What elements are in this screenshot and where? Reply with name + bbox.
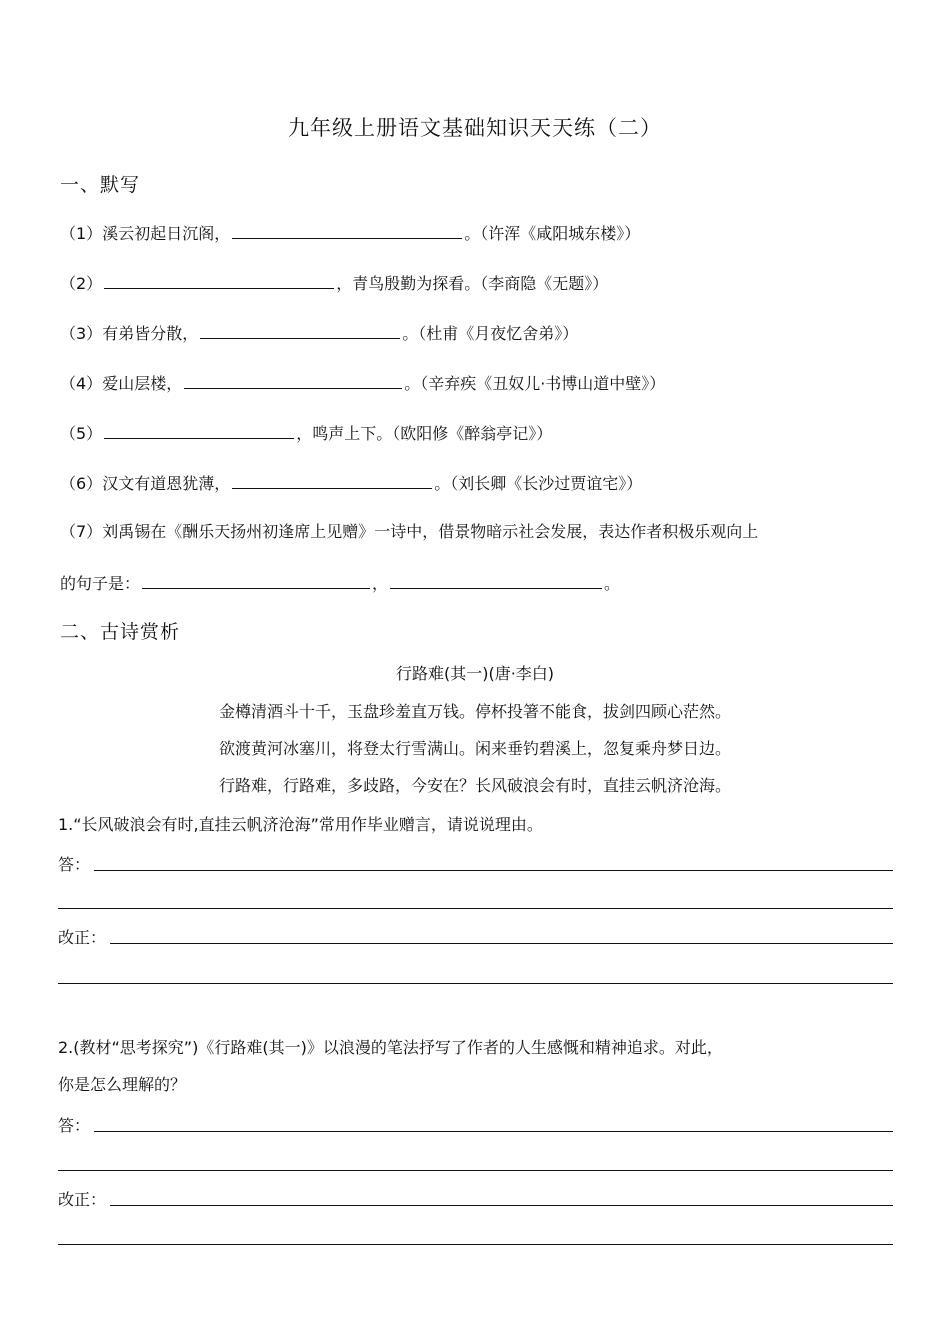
item-text-before: 汉文有道恩犹薄， xyxy=(102,474,231,493)
item-number: （5） xyxy=(60,424,103,443)
dictation-item-7-line1 xyxy=(60,520,758,544)
item-text-before: 溪云初起日沉阁， xyxy=(102,224,231,243)
answer-blank[interactable] xyxy=(232,220,462,239)
q1-correct-line-2[interactable] xyxy=(58,983,893,984)
item-text-before: 有弟皆分散， xyxy=(102,324,199,343)
dictation-item-5 xyxy=(60,420,552,446)
correct-label: 改正： xyxy=(58,1190,107,1209)
correct-line[interactable] xyxy=(110,942,893,944)
item-text-after: ，鸣声上下。（欧阳修《醉翁亭记》） xyxy=(296,424,553,443)
item-text-after: 。（刘长卿《长沙过贾谊宅》） xyxy=(434,474,643,493)
q2-correct-line-2[interactable] xyxy=(58,1244,893,1245)
answer-blank[interactable] xyxy=(232,470,432,489)
dictation-item-4 xyxy=(60,370,665,396)
q1-answer-row xyxy=(58,849,893,875)
item-number: （7） xyxy=(60,522,103,541)
poem-line-2: 欲渡黄河冰塞川，将登太行雪满山。闲来垂钓碧溪上，忽复乘舟梦日边。 xyxy=(218,739,731,758)
item-text-after: 。（杜甫《月夜忆舍弟》） xyxy=(402,324,579,343)
question-1: 1.“长风破浪会有时,直挂云帆济沧海”常用作毕业赠言，请说说理由。 xyxy=(58,815,543,834)
correct-line[interactable] xyxy=(110,1204,893,1206)
answer-blank[interactable] xyxy=(104,420,294,439)
item-text-after: 。 xyxy=(604,574,621,593)
correct-label: 改正： xyxy=(58,928,107,947)
answer-blank[interactable] xyxy=(104,270,334,289)
answer-line[interactable] xyxy=(94,869,893,871)
item-number: （4） xyxy=(60,374,103,393)
item-number: （6） xyxy=(60,474,103,493)
q1-correct-row xyxy=(58,922,893,948)
item-text-after: 。（许浑《咸阳城东楼》） xyxy=(464,224,641,243)
item-text-mid: ， xyxy=(372,574,389,593)
item-text-after: ，青鸟殷勤为探看。（李商隐《无题》） xyxy=(336,274,609,293)
q1-answer-line-2[interactable] xyxy=(58,908,893,909)
q2-answer-line-2[interactable] xyxy=(58,1170,893,1171)
dictation-item-3 xyxy=(60,320,578,346)
page-title: 九年级上册语文基础知识天天练（二） xyxy=(288,116,662,140)
dictation-item-1 xyxy=(60,220,640,246)
poem-title: 行路难(其一)(唐·李白) xyxy=(395,664,555,683)
answer-label: 答： xyxy=(58,855,91,874)
item-text-before: 的句子是： xyxy=(60,574,141,593)
poem-line-1: 金樽清酒斗十千，玉盘珍羞直万钱。停杯投箸不能食，拔剑四顾心茫然。 xyxy=(218,702,731,721)
section1-heading: 一、默写 xyxy=(60,174,141,196)
item-number: （3） xyxy=(60,324,103,343)
dictation-item-7-line2 xyxy=(60,570,620,596)
q2-answer-row xyxy=(58,1110,893,1136)
dictation-item-6 xyxy=(60,470,642,496)
item-text: 刘禹锡在《酬乐天扬州初逢席上见赠》一诗中，借景物暗示社会发展，表达作者积极乐观向上 xyxy=(102,522,759,541)
item-text-after: 。（辛弃疾《丑奴儿·书博山道中壁》） xyxy=(404,374,666,393)
dictation-item-2 xyxy=(60,270,608,296)
question-2-line1: 2.(教材“思考探究”)《行路难(其一)》以浪漫的笔法抒写了作者的人生感慨和精神追求。对此， xyxy=(58,1038,723,1057)
question-2-line2: 你是怎么理解的？ xyxy=(58,1075,187,1094)
item-number: （2） xyxy=(60,274,103,293)
item-number: （1） xyxy=(60,224,103,243)
poem-line-3: 行路难，行路难，多歧路，今安在？长风破浪会有时，直挂云帆济沧海。 xyxy=(218,776,731,795)
answer-blank[interactable] xyxy=(390,570,602,589)
answer-blank[interactable] xyxy=(184,370,402,389)
section2-heading: 二、古诗赏析 xyxy=(60,621,181,643)
answer-line[interactable] xyxy=(94,1130,893,1132)
answer-blank[interactable] xyxy=(142,570,370,589)
item-text-before: 爱山层楼， xyxy=(102,374,183,393)
answer-blank[interactable] xyxy=(200,320,400,339)
answer-label: 答： xyxy=(58,1116,91,1135)
q2-correct-row xyxy=(58,1184,893,1210)
